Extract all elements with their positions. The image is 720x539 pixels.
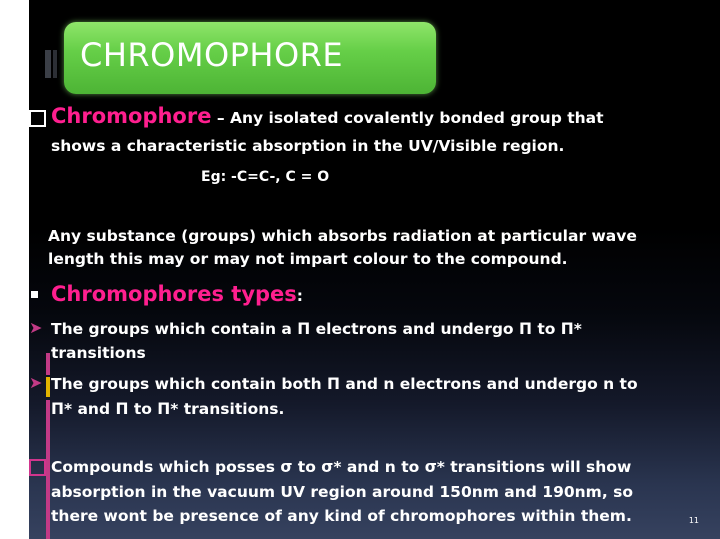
bullet-2-line-1: The groups which contain both Π and n electrons and undergo n to [51,375,638,393]
types-colon: : [296,287,303,305]
definition-term: Chromophore [51,104,212,128]
paragraph-line-1: Any substance (groups) which absorbs radiation at particular wave [48,227,637,245]
paragraph-line-2: length this may or may not impart colour to the compound. [48,250,568,268]
title-box [64,22,436,94]
arrow-bullet-icon: ➤ [29,373,43,392]
note-line-3: there wont be presence of any kind of chromophores within them. [51,507,632,525]
checkbox-bullet-icon [29,110,46,127]
decorative-bar [46,353,50,375]
decorative-bar [46,400,50,539]
example-text: Eg: -C=C-, C = O [201,169,330,185]
checkbox-bullet-icon [29,459,46,476]
definition-line-2: shows a characteristic absorption in the UV/Visible region. [51,137,565,155]
types-heading-line [51,282,303,308]
note-line-1: Compounds which posses σ to σ* and n to σ* transitions will show [51,458,632,476]
page-title: CHROMOPHORE [80,36,344,74]
definition-line-1 [51,104,604,130]
arrow-bullet-icon: ➤ [29,318,43,337]
decorative-bar [46,377,50,397]
slide [29,0,720,539]
note-line-2: absorption in the vacuum UV region around 150nm and 190nm, so [51,483,633,501]
types-heading: Chromophores types [51,282,297,306]
bullet-2-line-2: Π* and Π to Π* transitions. [51,400,285,418]
decorative-bar [53,50,57,78]
decorative-bar [45,50,51,78]
bullet-1-line-2: transitions [51,344,146,362]
slide-number: 11 [688,516,699,525]
bullet-1-line-1: The groups which contain a Π electrons and undergo Π to Π* [51,320,582,338]
definition-text: – Any isolated covalently bonded group that [211,109,604,127]
square-bullet-icon [31,291,38,298]
